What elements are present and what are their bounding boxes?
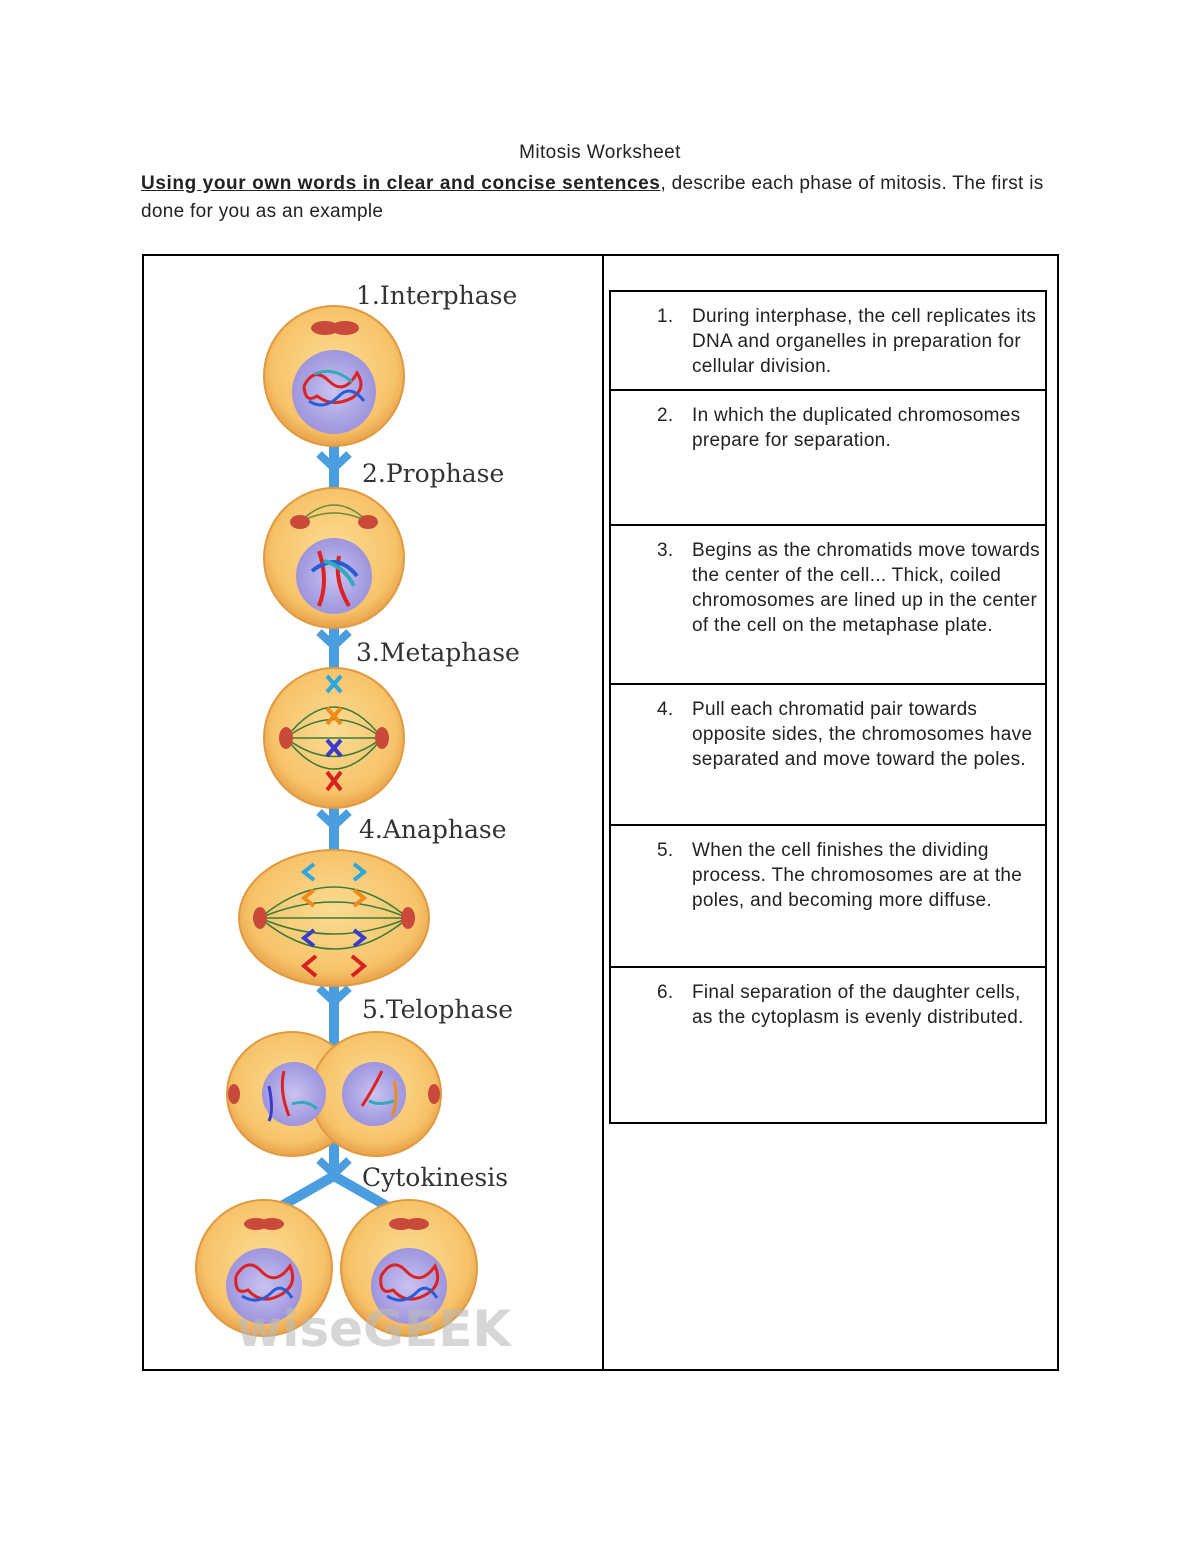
- label-anaphase: 4.Anaphase: [359, 815, 507, 844]
- answer-number: 4.: [657, 699, 674, 720]
- answer-row: [611, 685, 1045, 826]
- interphase-cell: [264, 306, 404, 446]
- answer-text: During interphase, the cell replicates its DNA and organelles in preparation for cellular division.: [692, 306, 1037, 377]
- label-metaphase: 3.Metaphase: [356, 638, 520, 667]
- mitosis-diagram: [144, 256, 602, 1369]
- answer-row: [611, 526, 1045, 685]
- label-cytokinesis: Cytokinesis: [362, 1163, 509, 1192]
- answer-table: [609, 290, 1047, 1124]
- answer-number: 2.: [657, 405, 674, 426]
- instructions: [141, 170, 1061, 226]
- answer-text: Begins as the chromatids move towards the center of the cell... Thick, coiled chromosomes are lined up in the center of the cell on the metaphase plate.: [692, 540, 1040, 636]
- watermark: wiseGEEK: [236, 1300, 512, 1358]
- column-divider: [602, 256, 604, 1369]
- answer-text: Final separation of the daughter cells, as the cytoplasm is evenly distributed.: [692, 982, 1024, 1028]
- label-telophase: 5.Telophase: [362, 995, 514, 1024]
- telophase-cell: [227, 1032, 441, 1156]
- answer-number: 5.: [657, 840, 674, 861]
- answer-row: [611, 826, 1045, 968]
- answer-row: [611, 968, 1045, 1122]
- answer-row: [611, 292, 1045, 391]
- page-title: Mitosis Worksheet: [519, 142, 681, 163]
- label-interphase: 1.Interphase: [356, 281, 518, 310]
- answer-number: 3.: [657, 540, 674, 561]
- answer-text: Pull each chromatid pair towards opposite sides, the chromosomes have separated and move toward the poles.: [692, 699, 1033, 770]
- anaphase-cell: [239, 850, 429, 986]
- instructions-emphasis: Using your own words in clear and concise sentences: [141, 173, 661, 194]
- answer-number: 1.: [657, 306, 674, 327]
- prophase-cell: [264, 488, 404, 628]
- instructions-text: , describe each phase of mitosis. The first is done for you as an example: [141, 173, 1044, 222]
- answer-row: [611, 391, 1045, 526]
- answer-number: 6.: [657, 982, 674, 1003]
- answer-text: In which the duplicated chromosomes prepare for separation.: [692, 405, 1021, 451]
- label-prophase: 2.Prophase: [362, 459, 505, 488]
- metaphase-cell: [264, 668, 404, 808]
- answer-text: When the cell finishes the dividing process. The chromosomes are at the poles, and becoming more diffuse.: [692, 840, 1023, 911]
